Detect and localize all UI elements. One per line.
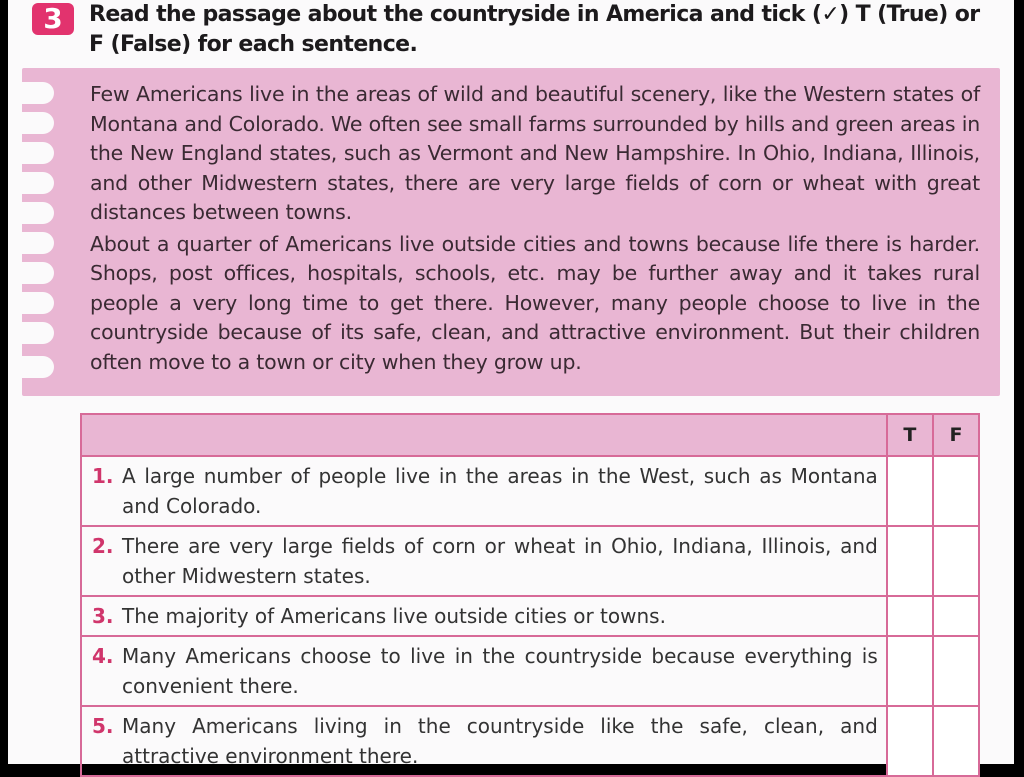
notebook-hole-icon	[20, 202, 54, 224]
true-checkbox[interactable]	[887, 636, 933, 706]
exercise-number-badge: 3	[32, 3, 74, 35]
table-row	[81, 596, 979, 636]
false-checkbox[interactable]	[933, 596, 979, 636]
true-checkbox[interactable]	[887, 596, 933, 636]
statement-cell	[81, 526, 887, 596]
true-checkbox[interactable]	[887, 456, 933, 526]
table-row	[81, 636, 979, 706]
statement-text: A large number of people live in the areas in the West, such as Montana and Colorado.	[122, 464, 878, 518]
notebook-hole-icon	[20, 322, 54, 344]
table-header-row	[81, 414, 979, 456]
true-checkbox[interactable]	[887, 706, 933, 776]
statement-text: The majority of Americans live outside cities or towns.	[122, 604, 666, 628]
notebook-hole-icon	[20, 82, 54, 104]
statement-number: 5.	[92, 714, 114, 738]
notebook-hole-icon	[20, 356, 54, 378]
statement-header	[81, 414, 887, 456]
false-checkbox[interactable]	[933, 456, 979, 526]
notebook-hole-icon	[20, 112, 54, 134]
notebook-hole-icon	[20, 142, 54, 164]
statement-number: 3.	[92, 604, 114, 628]
statement-cell	[81, 706, 887, 776]
notebook-hole-icon	[20, 232, 54, 254]
exercise-instruction: Read the passage about the countryside in America and tick (✓) T (True) or F (False) for each sentence.	[89, 2, 980, 57]
table-row	[81, 456, 979, 526]
statement-number: 1.	[92, 464, 114, 488]
statement-cell	[81, 456, 887, 526]
false-checkbox[interactable]	[933, 526, 979, 596]
notebook-hole-icon	[20, 172, 54, 194]
table-row	[81, 706, 979, 776]
false-column-header: F	[933, 414, 979, 456]
passage-body	[90, 80, 980, 379]
notebook-hole-icon	[20, 292, 54, 314]
table-row	[81, 526, 979, 596]
true-checkbox[interactable]	[887, 526, 933, 596]
false-checkbox[interactable]	[933, 636, 979, 706]
statement-text: Many Americans living in the countryside like the safe, clean, and attractive environment there.	[122, 714, 878, 768]
passage-paragraph-1: Few Americans live in the areas of wild and beautiful scenery, like the Western states of Montana and Colorado. We often see small farms surrounded by hills and green areas in the New England states, such as Vermont and New Hampshire. In Ohio, Indiana, Illinois, and other Midwestern states, there are very large fields of corn or wheat with great distances between towns.	[90, 82, 980, 224]
statement-cell	[81, 596, 887, 636]
false-checkbox[interactable]	[933, 706, 979, 776]
true-false-table	[80, 413, 980, 777]
statement-number: 4.	[92, 644, 114, 668]
textbook-page	[8, 0, 1014, 768]
statement-cell	[81, 636, 887, 706]
true-column-header: T	[887, 414, 933, 456]
statement-text: There are very large fields of corn or wheat in Ohio, Indiana, Illinois, and other Midwestern states.	[122, 534, 878, 588]
statement-text: Many Americans choose to live in the countryside because everything is convenient there.	[122, 644, 878, 698]
reading-passage	[22, 68, 1000, 396]
statement-number: 2.	[92, 534, 114, 558]
passage-paragraph-2: About a quarter of Americans live outside cities and towns because life there is harder. Shops, post offices, hospitals, schools, etc. may be further away and it takes rural people a very long time to get there. However, many people choose to live in the countryside because of its safe, clean, and attractive environment. But their children often move to a town or city when they grow up.	[90, 231, 980, 374]
notebook-hole-icon	[20, 262, 54, 284]
